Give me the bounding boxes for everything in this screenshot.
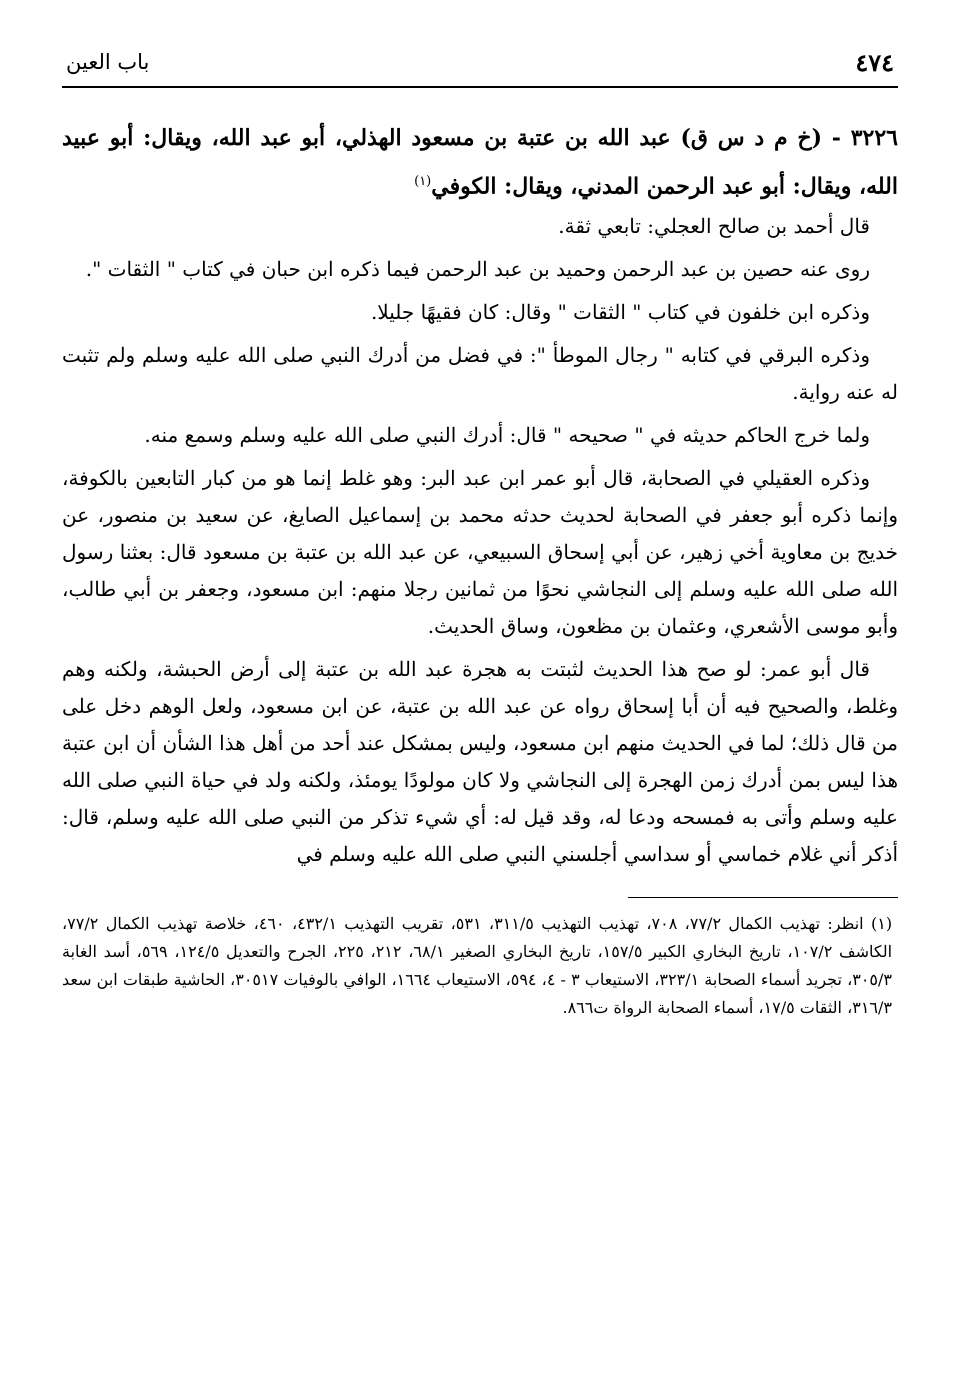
footnote-marker: (١) bbox=[414, 174, 432, 189]
footnote: (١) انظر: تهذيب الكمال ٧٧/٢، ٧٠٨، تهذيب التهذيب ٣١١/٥، ٥٣١، تقريب التهذيب ٤٣٢/١، ٤٦٠، خلاصة تهذيب الكمال ٧٧/٢، الكاشف ١٠٧/٢، تاريخ البخاري الكبير ١٥٧/٥، تاريخ البخاري الصغير ٦٨/١، ٢١٢، ٢٢٥، الجرح والتعديل ١٢٤/٥، ٥٦٩، أسد الغابة ٣٠٥/٣، تجريد أسماء الصحابة ٣٢٣/١، الاستيعاب ٣ - ٤، ٥٩٤، الاستيعاب ١٦٦٤، الوافي بالوفيات ٣٠٥١٧، الحاشية طبقات ابن سعد ٣١٦/٣، الثقات ١٧/٥، أسماء الصحابة الرواة ت٨٦٦. bbox=[62, 914, 893, 1018]
paragraph: روى عنه حصين بن عبد الرحمن وحميد بن عبد الرحمن فيما ذكره ابن حبان في كتاب " الثقات ". bbox=[85, 257, 870, 282]
paragraph: ولما خرج الحاكم حديثه في " صحيحه " قال: أدرك النبي صلى الله عليه وسلم وسمع منه. bbox=[144, 423, 870, 448]
chapter-title: باب العين bbox=[66, 50, 150, 74]
paragraph: وذكره البرقي في كتابه " رجال الموطأ ": في فضل من أدرك النبي صلى الله عليه وسلم ولم تثبت له عنه رواية. bbox=[62, 343, 898, 405]
paragraph: قال أبو عمر: لو صح هذا الحديث لثبتت به هجرة عبد الله بن عتبة إلى أرض الحبشة، ولكنه وهم وغلط، والصحيح فيه أن أبا إسحاق رواه عن عبد الله بن عتبة، عن ابن مسعود، ولعل الوهم دخل على من قال ذلك؛ لما في الحديث منهم ابن مسعود، وليس بمشكل عند أحد من أهل هذا الشأن أن ابن عتبة هذا ليس بمن أدرك زمن الهجرة إلى النجاشي ولا كان مولودًا يومئذ، ولكنه ولد في حياة النبي صلى الله عليه وسلم وأتى به فمسحه ودعا له، وقد قيل له: أي شيء تذكر من النبي صلى الله عليه وسلم، قال: أذكر أني غلام خماسي أو سداسي أجلسني النبي صلى الله عليه وسلم في bbox=[62, 657, 898, 867]
paragraph: وذكره ابن خلفون في كتاب " الثقات " وقال: كان فقيهًا جليلا. bbox=[370, 300, 870, 325]
footnote-separator bbox=[628, 897, 898, 898]
paragraph: قال أحمد بن صالح العجلي: تابعي ثقة. bbox=[558, 214, 870, 239]
page-number: ٤٧٤ bbox=[855, 48, 894, 77]
entry-heading bbox=[62, 116, 898, 208]
body-text bbox=[62, 208, 898, 873]
entry-heading-text: ٣٢٢٦ - (خ م د س ق) عبد الله بن عتبة بن مسعود الهذلي، أبو عبد الله، ويقال: أبو عبيد الله، ويقال: أبو عبد الرحمن المدني، ويقال: الكوفي bbox=[62, 125, 898, 200]
book-page bbox=[62, 40, 898, 1022]
running-header bbox=[62, 40, 898, 88]
paragraph: وذكره العقيلي في الصحابة، قال أبو عمر ابن عبد البر: وهو غلط إنما هو من كبار التابعين بالكوفة، وإنما ذكره أبو جعفر في الصحابة لحديث حدثه محمد بن إسماعيل الصايغ، عن سعيد بن منصور، عن خديج بن معاوية أخي زهير، عن أبي إسحاق السبيعي، عن عبد الله بن عتبة بن مسعود قال: بعثنا رسول الله صلى الله عليه وسلم إلى النجاشي نحوًا من ثمانين رجلا منهم: ابن مسعود، وجعفر بن أبي طالب، وأبو موسى الأشعري، وعثمان بن مظعون، وساق الحديث. bbox=[62, 466, 899, 639]
